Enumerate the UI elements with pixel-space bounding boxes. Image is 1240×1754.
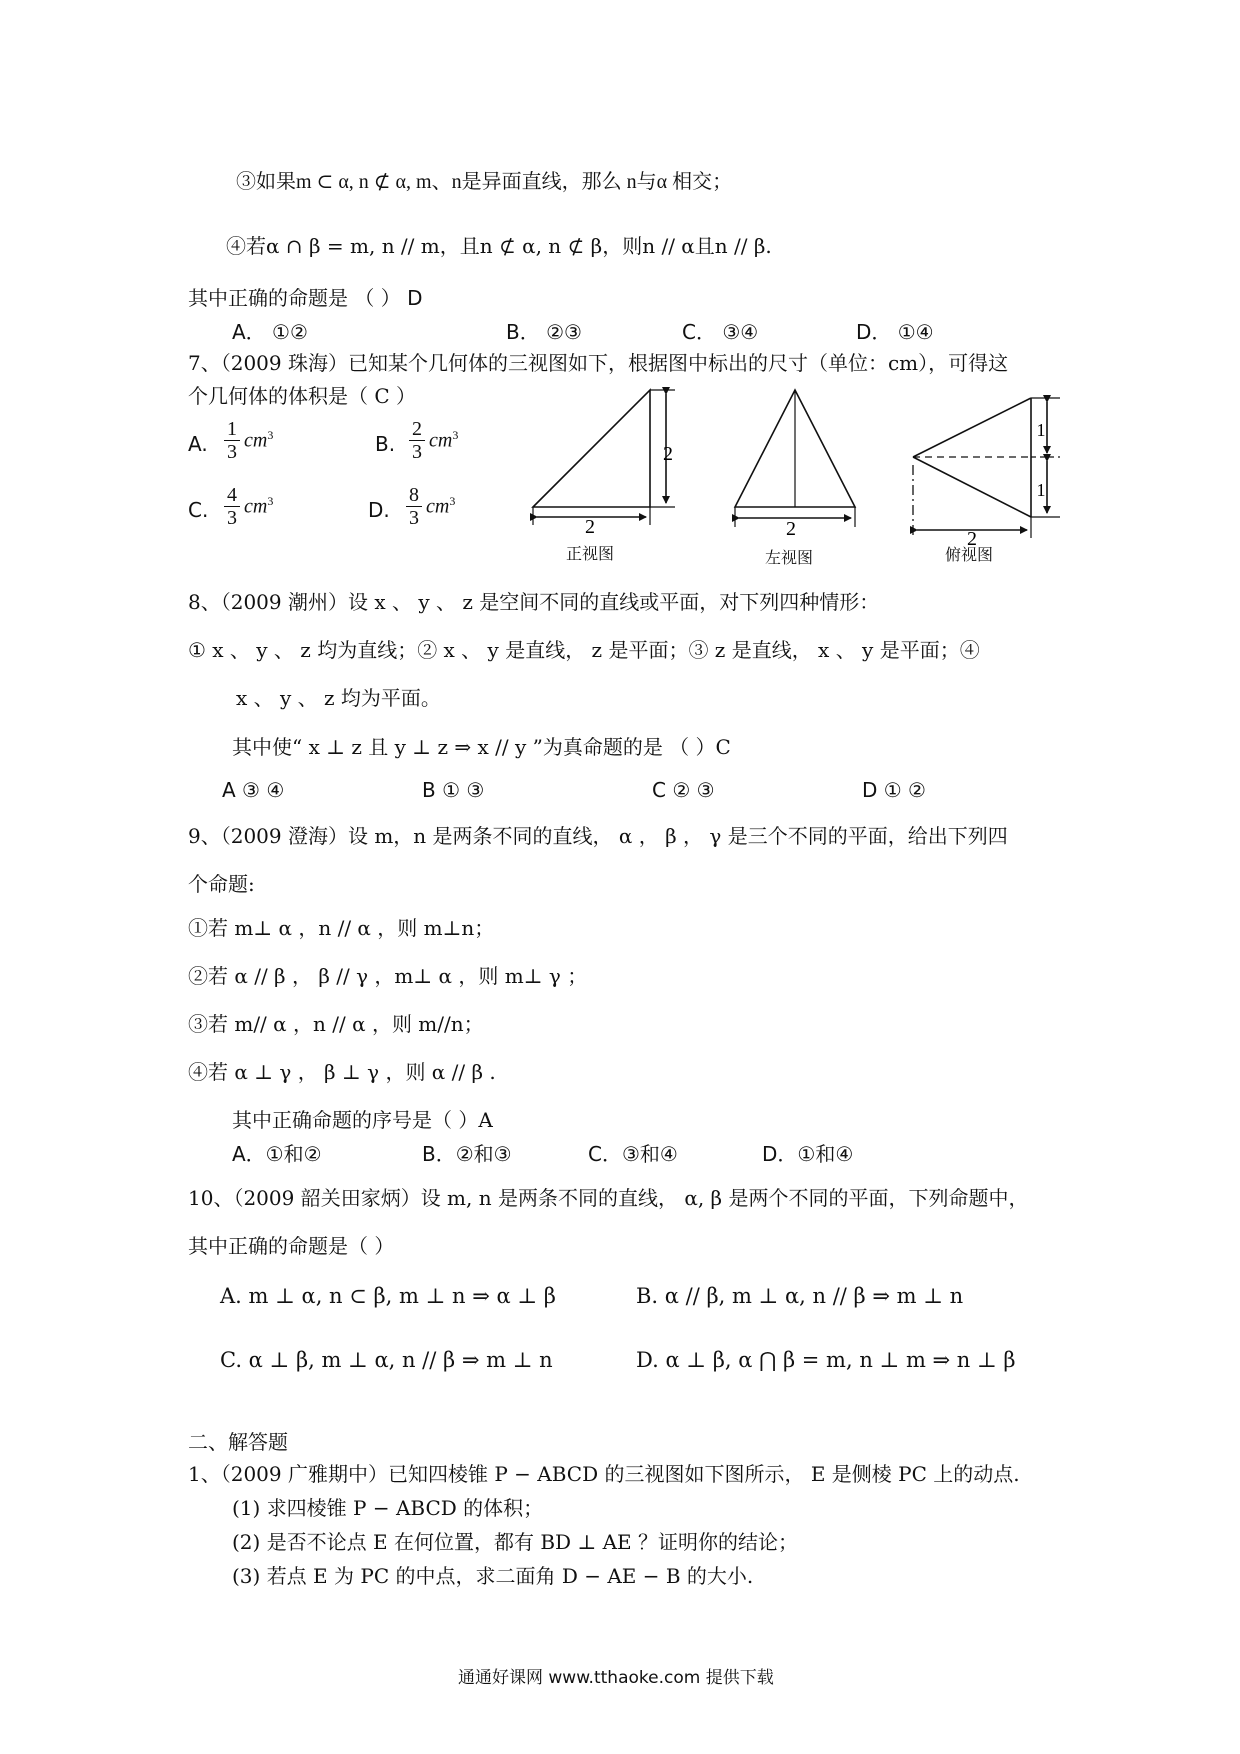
q7-option-c-den: 3 — [227, 507, 237, 529]
q9-line-1: 9、（2009 澄海）设 m，n 是两条不同的直线， α ， β ， γ 是三个不同的平面，给出下列四 — [188, 824, 1008, 848]
q7-three-views — [0, 0, 1240, 600]
top-view-lower-edge — [913, 457, 1031, 517]
q10-option-d: D. α ⊥ β, α ⋂ β = m, n ⊥ m ⇒ n ⊥ β — [636, 1348, 1016, 1372]
q7-option-d-unit: $cm^3$ — [426, 494, 456, 518]
q9-option-d: D．①和④ — [762, 1142, 854, 1166]
q7-option-a-unit: $cm^3$ — [244, 428, 274, 452]
q7-option-c-num: 4 — [227, 484, 237, 506]
prev-item-3: ③如果m ⊂ α, n ⊄ α, m、n是异面直线，那么 n与α 相交； — [236, 171, 733, 193]
section-2-heading: 二、解答题 — [188, 1430, 288, 1454]
top-view-caption: 俯视图 — [945, 545, 994, 564]
prev-option-d: D． ①④ — [856, 320, 934, 344]
q9-option-b: B．②和③ — [422, 1142, 512, 1166]
top-width-label: 2 — [967, 528, 977, 550]
front-width-label: 2 — [585, 516, 595, 538]
front-height-label: 2 — [663, 443, 673, 465]
side-width-label: 2 — [786, 518, 796, 540]
q8-line-1: 8、（2009 潮州）设 x 、 y 、 z 是空间不同的直线或平面，对下列四种情形： — [188, 590, 880, 614]
q9-item-4: ④若 α ⊥ γ ， β ⊥ γ ，则 α // β . — [188, 1060, 496, 1084]
q8-option-b: B ① ③ — [422, 778, 485, 802]
q8-option-d: D ① ② — [862, 778, 926, 802]
prev-option-b: B． ②③ — [506, 320, 582, 344]
prev-item-4: ④若α ∩ β = m, n // m，且n ⊄ α, n ⊄ β，则n // α且n // β. — [226, 234, 772, 258]
prev-option-a: A． ①② — [232, 320, 308, 344]
q7-option-a-letter: A. — [188, 432, 208, 456]
top-lower-label: 1 — [1036, 480, 1046, 500]
q9-item-1: ①若 m⊥ α ，n // α ，则 m⊥n； — [188, 916, 495, 940]
q9-option-c: C．③和④ — [588, 1142, 678, 1166]
front-view-triangle — [533, 390, 650, 507]
q10-line-2: 其中正确的命题是（ ） — [188, 1234, 395, 1258]
q7-line-2: 个几何体的体积是（ C ） — [188, 384, 417, 408]
section-2-q1-sub-1: (1) 求四棱锥 P − ABCD 的体积； — [232, 1496, 544, 1520]
q9-line-2: 个命题: — [188, 872, 255, 896]
q8-line-3: x 、 y 、 z 均为平面。 — [236, 686, 441, 710]
q7-option-b-den: 3 — [412, 441, 422, 463]
page-footer: 通通好课网 www.tthaoke.com 提供下载 — [458, 1668, 774, 1688]
q7-option-d-den: 3 — [409, 507, 419, 529]
q10-option-a: A. m ⊥ α, n ⊂ β, m ⊥ n ⇒ α ⊥ β — [220, 1284, 556, 1308]
section-2-q1-sub-2: (2) 是否不论点 E 在何位置，都有 BD ⊥ AE ？证明你的结论； — [232, 1530, 799, 1554]
q10-option-b: B. α // β, m ⊥ α, n // β ⇒ m ⊥ n — [636, 1284, 964, 1308]
section-2-q1-sub-3: (3) 若点 E 为 PC 的中点，求二面角 D − AE − B 的大小. — [232, 1564, 754, 1588]
q9-item-3: ③若 m// α ，n // α ，则 m//n； — [188, 1012, 484, 1036]
top-view — [913, 398, 1060, 538]
q10-line-1: 10、（2009 韶关田家炳）设 m, n 是两条不同的直线， α, β 是两个不同的平面，下列命题中， — [188, 1186, 1029, 1210]
front-view — [533, 390, 675, 525]
q7-option-d-num: 8 — [409, 484, 419, 506]
section-2-q1: 1、（2009 广雅期中）已知四棱锥 P − ABCD 的三视图如下图所示， E 是侧棱 PC 上的动点. — [188, 1462, 1020, 1486]
q9-option-a: A．①和② — [232, 1142, 322, 1166]
q8-option-a: A ③ ④ — [222, 778, 285, 802]
q7-option-b-letter: B. — [375, 432, 396, 456]
side-view-caption: 左视图 — [765, 548, 814, 567]
q7-option-b-num: 2 — [412, 418, 422, 440]
top-view-upper-edge — [913, 398, 1031, 457]
prev-option-c: C． ③④ — [682, 320, 759, 344]
q7-option-b-unit: $cm^3$ — [429, 428, 459, 452]
q7-option-c-letter: C. — [188, 498, 209, 522]
q7-option-a-num: 1 — [227, 418, 237, 440]
top-upper-label: 1 — [1036, 420, 1046, 440]
q9-stem: 其中正确命题的序号是（ ）A — [232, 1108, 493, 1132]
q8-stem: 其中使“ x ⊥ z 且 y ⊥ z ⇒ x // y ”为真命题的是 （ ）C — [232, 735, 731, 759]
q8-line-2: ① x 、 y 、 z 均为直线；② x 、 y 是直线， z 是平面；③ z 是直线， x 、 y 是平面；④ — [188, 638, 980, 662]
q7-option-d-letter: D. — [368, 498, 390, 522]
q7-option-c-unit: $cm^3$ — [244, 494, 274, 518]
q10-option-c: C. α ⊥ β, m ⊥ α, n // β ⇒ m ⊥ n — [220, 1348, 553, 1372]
side-view — [735, 390, 855, 527]
q9-item-2: ②若 α // β ， β // γ ，m⊥ α ，则 m⊥ γ ； — [188, 964, 588, 988]
front-view-caption: 正视图 — [566, 544, 615, 563]
prev-stem: 其中正确的命题是 （ ） D — [188, 286, 423, 310]
q7-line-1: 7、（2009 珠海）已知某个几何体的三视图如下，根据图中标出的尺寸（单位：cm），可得这 — [188, 351, 1009, 375]
q7-option-a-den: 3 — [227, 441, 237, 463]
q8-option-c: C ② ③ — [652, 778, 715, 802]
